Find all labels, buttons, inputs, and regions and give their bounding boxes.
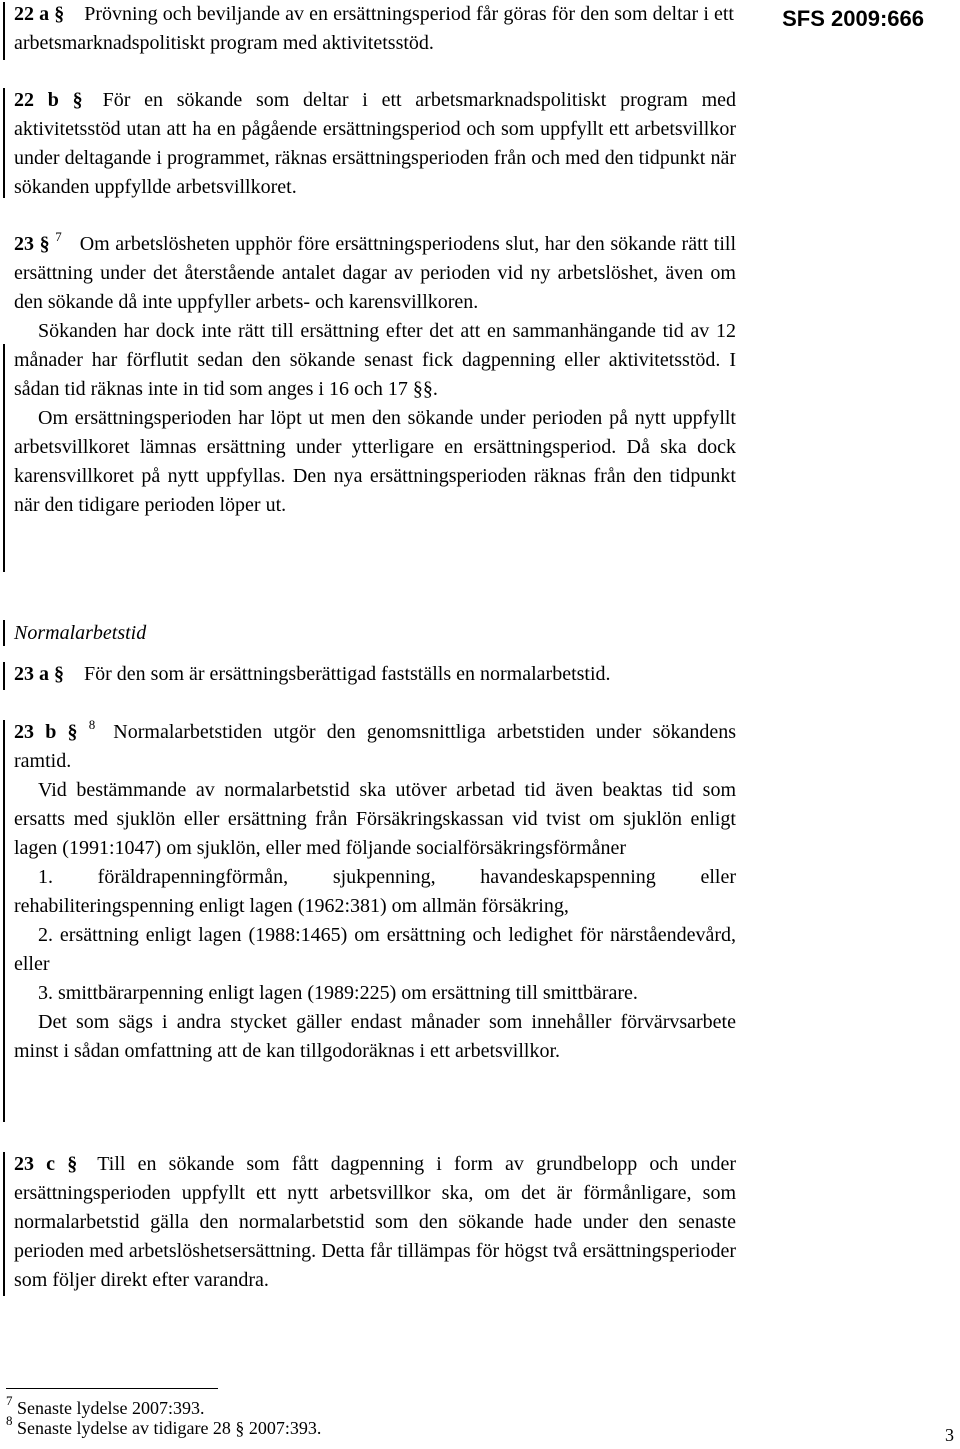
section-number: 23 a § bbox=[14, 663, 64, 685]
section-23 bbox=[14, 230, 736, 520]
footnote-marker: 8 bbox=[6, 1413, 13, 1428]
change-bar bbox=[3, 662, 5, 690]
section-text: Till en sökande som fått dagpenning i form av grundbelopp och under ersättningsperioden uppfyllt ett nytt arbetsvillkor ska, om det är förmånligare, som normalarbetstid gälla den normalarbetstid som den sökande hade under den senaste perioden med arbetslöshetsersättning. Detta får tillämpas för högst två ersättningsperioder som följer direkt efter varandra. bbox=[14, 1153, 736, 1291]
footnote-ref: 7 bbox=[55, 229, 62, 244]
section-number: 23 § bbox=[14, 233, 50, 255]
section-text: Prövning och beviljande av en ersättningsperiod får göras för den som deltar i ett arbetsmarknadspolitiskt program med aktivitetsstöd. bbox=[14, 3, 734, 54]
section-text: För den som är ersättningsberättigad fastställs en normalarbetstid. bbox=[84, 663, 611, 685]
section-number: 22 b § bbox=[14, 89, 83, 111]
subheading: Normalarbetstid bbox=[14, 622, 147, 644]
footnote-ref: 8 bbox=[88, 717, 96, 732]
footnote-text: Senaste lydelse av tidigare 28 § 2007:393. bbox=[17, 1418, 322, 1438]
page-number: 3 bbox=[945, 1425, 954, 1445]
footnotes bbox=[6, 1393, 506, 1438]
list-item: 2. ersättning enligt lagen (1988:1465) om ersättning och ledighet för närståendevård, eller bbox=[14, 924, 736, 975]
section-23a bbox=[14, 660, 736, 689]
section-22b bbox=[14, 86, 736, 202]
paragraph: Vid bestämmande av normalarbetstid ska utöver arbetad tid även beaktas tid som ersatts med sjuklön eller ersättning från Försäkringskassan vid tvist om sjuklön enligt lagen (1991:1047) om sjuklön, eller med följande socialförsäkringsförmåner bbox=[14, 779, 736, 859]
footnote-8 bbox=[6, 1413, 506, 1438]
sfs-number: SFS 2009:666 bbox=[782, 6, 924, 31]
list-item: 1. föräldrapenningförmån, sjukpenning, havandeskapspenning eller rehabiliteringspenning enligt lagen (1962:381) om allmän försäkring, bbox=[14, 866, 736, 917]
change-bar bbox=[3, 88, 5, 198]
section-22a bbox=[14, 0, 734, 58]
change-bar bbox=[3, 720, 5, 1122]
change-bar bbox=[3, 344, 5, 572]
change-bar bbox=[3, 1152, 5, 1296]
paragraph: Om ersättningsperioden har löpt ut men den sökande under perioden på nytt uppfyllt arbetsvillkoret lämnas ersättning under ytterligare en ersättningsperiod. Då ska dock karensvillkoret på nytt uppfyllas. Den nya ersättningsperioden räknas från den tidpunkt när den tidigare perioden löper ut. bbox=[14, 407, 736, 516]
footnote-7 bbox=[6, 1393, 506, 1418]
paragraph: Om arbetslösheten upphör före ersättningsperiodens slut, har den sökande rätt till ersättning under det återstående antalet dagar av perioden vid ny arbetslöshet, även om den sökande då inte uppfyller arbets- och karensvillkoren. bbox=[14, 233, 737, 313]
footnote-marker: 7 bbox=[6, 1393, 13, 1408]
section-number: 23 b § bbox=[14, 721, 78, 743]
section-number: 23 c § bbox=[14, 1153, 78, 1175]
section-23b bbox=[14, 718, 736, 1066]
change-bar bbox=[3, 620, 5, 646]
paragraph: Sökanden har dock inte rätt till ersättning efter det att en sammanhängande tid av 12 månader har förflutit sedan den sökande senast fick dagpenning eller aktivitetsstöd. I sådan tid räknas inte in tid som anges i 16 och 17 §§. bbox=[14, 320, 736, 400]
footnote-divider bbox=[6, 1388, 218, 1389]
paragraph: Normalarbetstiden utgör den genomsnittliga arbetstiden under sökandens ramtid. bbox=[14, 721, 736, 772]
list-item: 3. smittbärarpenning enligt lagen (1989:225) om ersättning till smittbärare. bbox=[38, 982, 638, 1004]
footnote-text: Senaste lydelse 2007:393. bbox=[17, 1398, 205, 1418]
change-bar bbox=[3, 2, 5, 60]
section-text: För en sökande som deltar i ett arbetsmarknadspolitiskt program med aktivitetsstöd utan att ha en pågående ersättningsperiod och som uppfyllt ett arbetsvillkor under deltagande i programmet, räknas ersättningsperioden från och med den tidpunkt när sökanden uppfyllde arbetsvillkoret. bbox=[14, 89, 736, 198]
section-number: 22 a § bbox=[14, 3, 65, 25]
paragraph: Det som sägs i andra stycket gäller endast månader som innehåller förvärvsarbete minst i sådan omfattning att de kan tillgodoräknas i ett arbetsvillkor. bbox=[14, 1011, 736, 1062]
section-23c bbox=[14, 1150, 736, 1295]
